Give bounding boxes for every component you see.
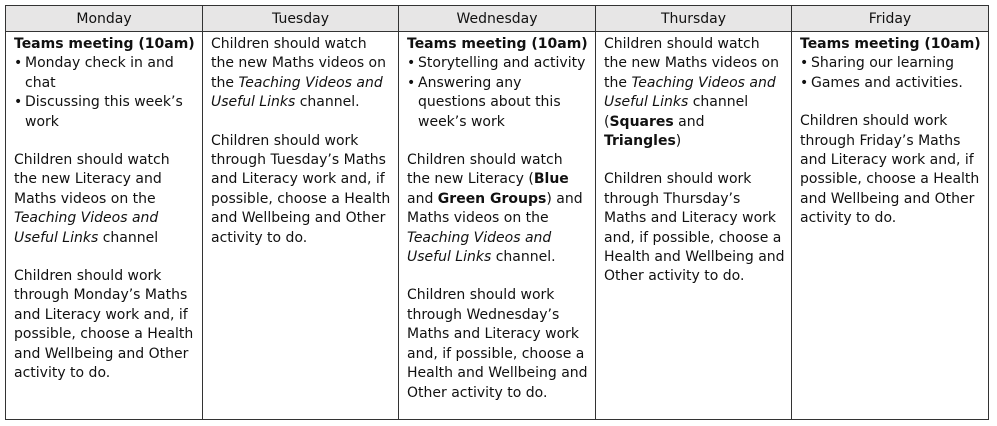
day-header-monday: Monday (6, 6, 203, 32)
instruction-text: Children should watch the new Maths videos on the (211, 36, 386, 91)
day-cell-monday (6, 32, 203, 420)
agenda-item: • Sharing our learning (800, 54, 982, 73)
instruction-paragraph (14, 151, 196, 248)
day-header-friday: Friday (792, 6, 989, 32)
instruction-text: channel ( (604, 94, 749, 130)
meeting-agenda-list (14, 54, 196, 132)
instruction-text: Children should work through Wednesday’s Maths and Literacy work and, if possible, choose a Health and Wellbeing and Other activity to do. (407, 287, 588, 401)
weekly-timetable (5, 5, 989, 420)
day-header-wednesday: Wednesday (399, 6, 596, 32)
instruction-text: Children should watch the new Literacy and Maths videos on the (14, 152, 170, 207)
instruction-text: channel. (295, 94, 360, 111)
instruction-text: Children should watch the new Maths videos on the (604, 36, 779, 91)
instruction-paragraph (407, 286, 589, 402)
instruction-paragraph (211, 132, 392, 248)
instruction-text: and (407, 190, 438, 207)
instruction-paragraph (14, 267, 196, 383)
day-header-thursday: Thursday (596, 6, 792, 32)
channel-name: Teaching Videos and Useful Links (407, 229, 552, 266)
day-cell-friday (792, 32, 989, 420)
instruction-text: Children should work through Thursday’s Maths and Literacy work and, if possible, choose a Health and Wellbeing and Other activity to do. (604, 171, 785, 285)
instruction-text: Children should work through Tuesday’s Maths and Literacy work and, if possible, choose a Health and Wellbeing and Other activity to do. (211, 132, 391, 246)
instruction-text: channel. (491, 249, 556, 266)
group-name: Blue (533, 171, 569, 188)
day-cell-thursday (596, 32, 792, 420)
instruction-text: and (673, 113, 705, 130)
channel-name: Teaching Videos and Useful Links (211, 74, 383, 111)
instruction-text: Children should work through Monday’s Maths and Literacy work and, if possible, choose a Health and Wellbeing and Other activity to do. (14, 268, 194, 382)
instruction-text: Children should watch the new Literacy ( (407, 152, 563, 188)
agenda-item: • Games and activities. (800, 74, 982, 93)
day-header-tuesday: Tuesday (203, 6, 399, 32)
meeting-heading: Teams meeting (10am) (14, 36, 195, 52)
instruction-paragraph (604, 170, 785, 286)
instruction-paragraph (211, 35, 392, 113)
agenda-item: • Discussing this week’s work (14, 93, 196, 132)
day-cell-tuesday (203, 32, 399, 420)
instruction-paragraph (407, 151, 589, 267)
group-name: Squares (609, 113, 674, 130)
instruction-text: ) (675, 133, 682, 150)
meeting-agenda-list (407, 54, 589, 132)
day-cell-wednesday (399, 32, 596, 420)
timetable-header-row (6, 6, 989, 32)
meeting-heading: Teams meeting (10am) (407, 36, 588, 52)
meeting-agenda-list (800, 54, 982, 93)
instruction-paragraph (604, 35, 785, 151)
instruction-text: channel (98, 229, 159, 246)
group-name: Green Groups (437, 190, 547, 207)
group-name: Triangles (604, 133, 676, 150)
agenda-item: • Storytelling and activity (407, 54, 589, 73)
instruction-text: Children should work through Friday’s Maths and Literacy work and, if possible, choose a Health and Wellbeing and Other activity to do. (800, 113, 980, 227)
agenda-item: • Monday check in and chat (14, 54, 196, 93)
channel-name: Teaching Videos and Useful Links (14, 210, 159, 246)
timetable-content-row (6, 32, 989, 420)
channel-name: Teaching Videos and Useful Links (604, 74, 776, 111)
instruction-paragraph (800, 112, 982, 228)
meeting-heading: Teams meeting (10am) (800, 36, 981, 52)
instruction-text: ) and Maths videos on the (407, 190, 583, 227)
agenda-item: • Answering any questions about this week’s work (407, 74, 589, 132)
